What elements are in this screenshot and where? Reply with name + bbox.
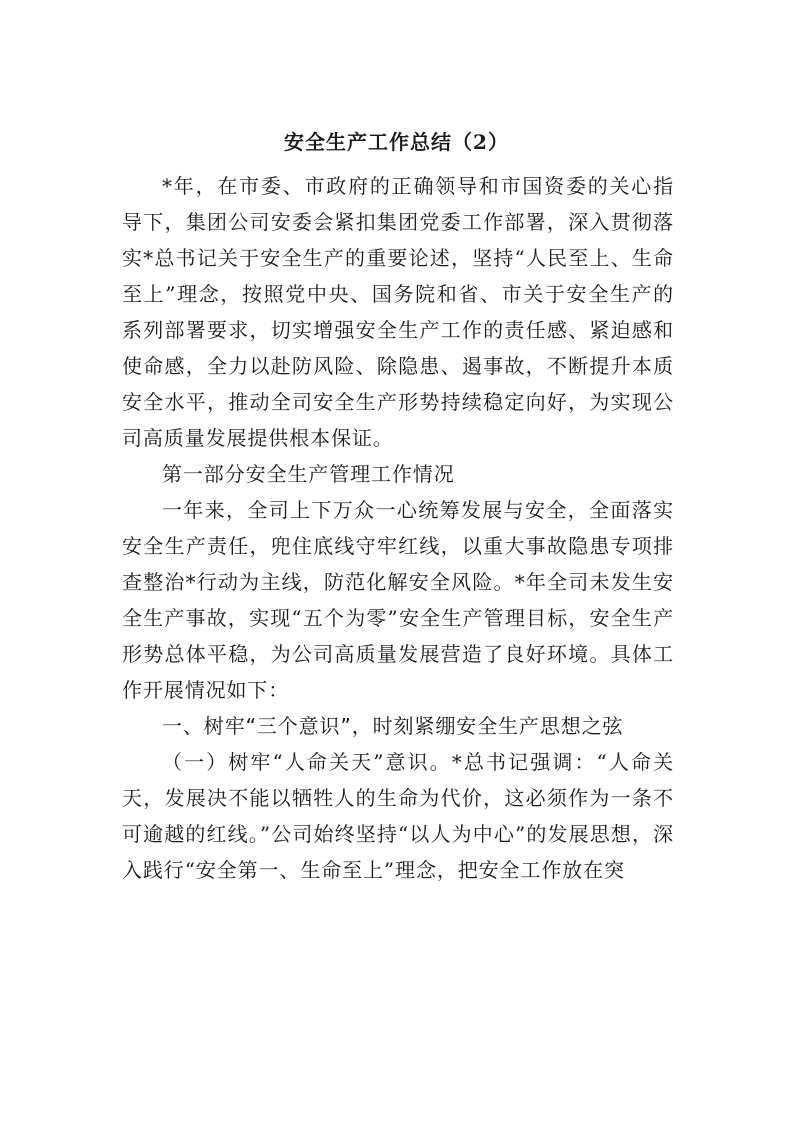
intro-paragraph: *年，在市委、市政府的正确领导和市国资委的关心指导下，集团公司安委会紧扣集团党委工作部署，深入贯彻落实*总书记关于安全生产的重要论述，坚持“人民至上、生命至上”理念，按照党中央、国务院和省、市关于安全生产的系列部署要求，切实增强安全生产工作的责任感、紧迫感和使命感，全力以赴防风险、除隐患、遏事故，不断提升本质安全水平，推动全司安全生产形势持续稳定向好，为实现公司高质量发展提供根本保证。 — [122, 174, 674, 450]
part-one-heading: 第一部分安全生产管理工作情况 — [162, 462, 455, 486]
document-body — [122, 168, 674, 888]
part-one-paragraph: 一年来，全司上下万众一心统筹发展与安全，全面落实安全生产责任，兜住底线守牢红线，以重大事故隐患专项排查整治*行动为主线，防范化解安全风险。*年全司未发生安全生产事故，实现“五个为零”安全生产管理目标，安全生产形势总体平稳，为公司高质量发展营造了良好环境。具体工作开展情况如下： — [122, 498, 674, 702]
section-one-heading: 一、树牢“三个意识”，时刻紧绷安全生产思想之弦 — [162, 714, 624, 738]
subsection-one-paragraph: （一）树牢“人命关天”意识。*总书记强调：“人命关天，发展决不能以牺牲人的生命为代价，这必须作为一条不可逾越的红线。”公司始终坚持“以人为中心”的发展思想，深入践行“安全第一、生命至上”理念，把安全工作放在突 — [122, 750, 674, 882]
document-title: 安全生产工作总结（2） — [284, 130, 509, 154]
